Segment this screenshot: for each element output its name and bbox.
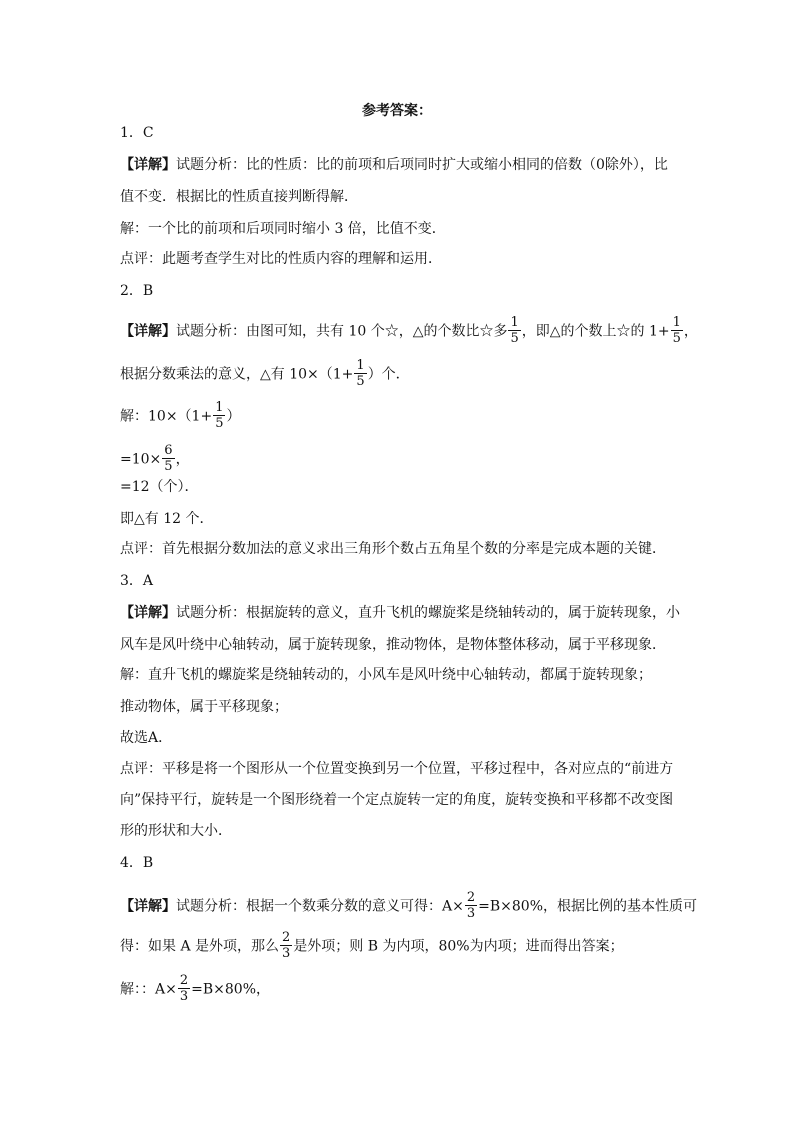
q2-solution-line-4: 即△有 12 个．: [120, 511, 214, 527]
fraction-denominator: 5: [215, 416, 224, 431]
fraction-denominator: 5: [510, 331, 519, 346]
q3-comment-line-3: 形的形状和大小．: [120, 823, 232, 839]
q1-analysis-line-2: 值不变．根据比的性质直接判断得解．: [120, 189, 358, 205]
q4-analysis-line-1: [120, 890, 697, 921]
q3-comment-line-2: 向”保持平行，旋转是一个图形绕着一个定点旋转一定的角度，旋转变换和平移都不改变图: [120, 792, 674, 808]
q2-analysis-text-1a: 试题分析：由图可知，共有 10 个☆，△的个数比☆多: [176, 323, 508, 340]
page-title: 参考答案：: [362, 103, 432, 119]
fraction-numerator: 1: [356, 358, 365, 373]
q2-analysis-text-2a: 根据分数乘法的意义，△有 10×（1+: [120, 366, 354, 383]
fraction-denominator: 5: [356, 374, 365, 389]
fraction-two-thirds: [465, 891, 477, 920]
q4-analysis-text-1b: =B×80%，根据比例的基本性质可: [478, 898, 697, 915]
q1-detail-tag: 【详解】: [120, 157, 176, 173]
fraction-denominator: 5: [164, 459, 173, 474]
fraction-one-fifth: [213, 401, 225, 430]
q1-comment: 点评：此题考查学生对比的性质内容的理解和运用．: [120, 251, 442, 267]
q4-answer: 4．B: [120, 855, 154, 871]
q3-analysis-line-1: [120, 606, 680, 620]
q4-analysis-text-2a: 得：如果 A 是外项，那么: [120, 938, 280, 955]
fraction-numerator: 1: [672, 315, 681, 330]
q1-solution: 解：一个比的前项和后项同时缩小 3 倍，比值不变．: [120, 221, 446, 237]
q4-analysis-line-2: [120, 932, 680, 961]
q3-solution-line-1: 解：直升飞机的螺旋桨是绕轴转动的，小风车是风叶绕中心轴转动，都属于旋转现象；: [120, 667, 652, 683]
fraction-denominator: 5: [672, 331, 681, 346]
fraction-one-fifth: [508, 316, 520, 345]
fraction-numerator: 1: [510, 315, 519, 330]
q2-solution-text-2a: =10×: [120, 451, 162, 468]
q2-solution-text-1a: 解：10×（1+: [120, 408, 213, 425]
q3-solution-line-2: 推动物体，属于平移现象；: [120, 699, 288, 715]
q1-analysis-line-1: [120, 158, 680, 172]
q3-analysis-line-2: 风车是风叶绕中心轴转动，属于旋转现象，推动物体，是物体整体移动，属于平移现象．: [120, 637, 666, 653]
q4-detail-tag: 【详解】: [120, 898, 176, 915]
q2-analysis-text-2b: ）个．: [367, 366, 410, 383]
q2-solution-line-1: [120, 402, 680, 431]
q2-solution-line-2: [120, 445, 680, 474]
q2-analysis-text-1c: ，: [683, 323, 698, 340]
q4-analysis-text-1a: 试题分析：根据一个数乘分数的意义可得：A×: [176, 898, 464, 915]
fraction-one-fifth: [354, 359, 366, 388]
q2-solution-text-1b: ）: [226, 408, 241, 425]
q3-comment-line-1: 点评：平移是将一个图形从一个位置变换到另一个位置，平移过程中，各对应点的“前进方: [120, 761, 674, 777]
q2-analysis-text-1b: ，即△的个数上☆的 1+: [521, 323, 670, 340]
q2-analysis-line-1: [120, 315, 698, 346]
q3-detail-tag: 【详解】: [120, 605, 176, 621]
fraction-two-thirds: [178, 974, 190, 1003]
fraction-two-thirds: [280, 931, 292, 960]
q3-analysis-text-1: 试题分析：根据旋转的意义，直升飞机的螺旋桨是绕轴转动的，属于旋转现象，小: [176, 605, 680, 621]
q2-analysis-line-2: [120, 360, 680, 389]
q2-solution-line-3: =12（个）．: [120, 479, 199, 495]
q1-analysis-text-1: 试题分析：比的性质：比的前项和后项同时扩大或缩小相同的倍数（0除外），比: [176, 157, 668, 173]
q4-analysis-text-2b: 是外项；则 B 为内项，80%为内项；进而得出答案；: [293, 938, 624, 955]
fraction-denominator: 3: [282, 946, 291, 961]
fraction-six-fifths: [162, 444, 174, 473]
q2-solution-text-2b: ，: [175, 451, 190, 468]
q2-comment: 点评：首先根据分数加法的意义求出三角形个数占五角星个数的分率是完成本题的关键．: [120, 541, 666, 557]
fraction-numerator: 6: [164, 443, 173, 458]
q4-solution-text-1a: 解：：A×: [120, 981, 177, 998]
fraction-numerator: 1: [215, 400, 224, 415]
q2-answer: 2．B: [120, 283, 154, 299]
q2-detail-tag: 【详解】: [120, 323, 176, 340]
fraction-numerator: 2: [282, 930, 291, 945]
fraction-denominator: 3: [179, 989, 189, 1004]
q4-solution-line-1: [120, 975, 680, 1004]
q3-choice: 故选A．: [120, 730, 173, 746]
q3-answer: 3．A: [120, 573, 154, 589]
q1-answer: 1．C: [120, 125, 154, 141]
fraction-numerator: 2: [466, 890, 476, 905]
fraction-one-fifth: [671, 316, 683, 345]
fraction-denominator: 3: [466, 906, 476, 921]
q4-solution-text-1b: =B×80%，: [191, 981, 270, 998]
fraction-numerator: 2: [179, 973, 189, 988]
